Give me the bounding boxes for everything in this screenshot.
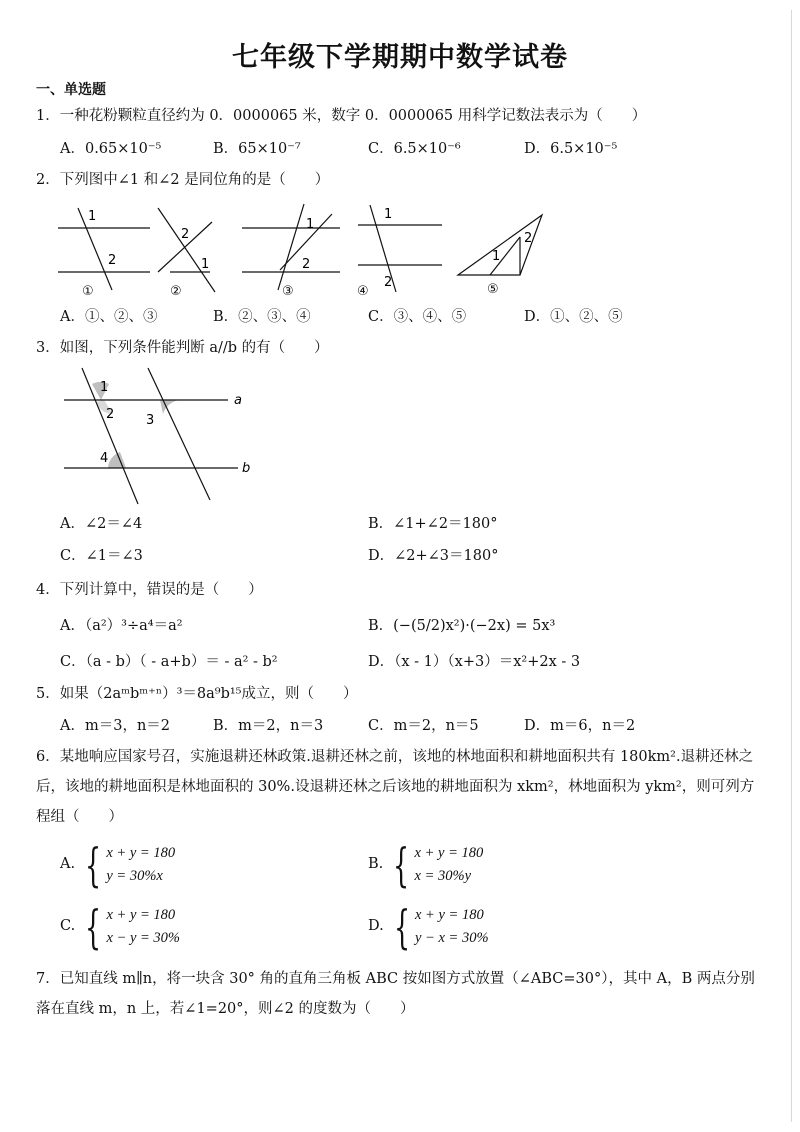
question-6-stem: 6．某地响应国家号召，实施退耕还林政策.退耕还林之前，该地的林地面积和耕地面积共有 180km².退耕还林之后，该地的耕地面积是林地面积的 30%.设退耕还林之后该地的耕地面积为 xkm²，林地面积为 ykm²，则可列方程组（ ）	[36, 749, 755, 825]
q2-angle-2: 2	[181, 227, 190, 242]
q2-angle-1: 1	[201, 257, 210, 272]
brace-icon: {	[393, 900, 410, 954]
q4-option-a: A．（a²）³÷a⁴＝a²	[60, 618, 183, 634]
question-1-stem: 1．一种花粉颗粒直径约为 0．0000065 米，数字 0．0000065 用科学记数法表示为（ ）	[36, 108, 647, 124]
q6-a-eq2: y = 30%x	[106, 868, 163, 884]
q2-figure-label-4: ④	[357, 284, 369, 299]
q2-angle-2: 2	[384, 275, 393, 290]
q2-option-d: D．①、②、⑤	[524, 309, 623, 325]
brace-icon: {	[85, 900, 102, 954]
q5-option-a: A．m＝3，n＝2	[60, 718, 171, 734]
q3-angle-1: 1	[100, 380, 109, 395]
q1-option-d: D．6.5×10⁻⁵	[524, 141, 618, 157]
q2-angle-1: 1	[384, 207, 393, 222]
q2-figure-label-1: ①	[82, 284, 94, 299]
q4-option-c: C．（a - b）（ - a+b）＝ - a² - b²	[60, 654, 278, 670]
q2-figure-label-2: ②	[170, 284, 182, 299]
q6-option-d	[368, 900, 489, 954]
q2-angle-2: 2	[108, 253, 117, 268]
q6-option-c	[60, 900, 180, 954]
page-edge	[791, 10, 792, 1122]
question-7-stem: 7．已知直线 m∥n，将一块含 30° 角的直角三角板 ABC 按如图方式放置（∠ABC=30°），其中 A，B 两点分别落在直线 m，n 上，若∠1=20°，则∠2 的度数为（ ）	[36, 971, 755, 1017]
question-4-stem: 4．下列计算中，错误的是（ ）	[36, 582, 263, 598]
q3-option-b: B．∠1+∠2＝180°	[368, 516, 498, 532]
q3-angle-3: 3	[146, 413, 155, 428]
q3-figure	[56, 362, 266, 510]
q1-option-a: A．0.65×10⁻⁵	[60, 141, 162, 157]
question-3-stem: 3．如图，下列条件能判断 a//b 的有（ ）	[36, 340, 329, 356]
q6-b-eq1: x + y = 180	[414, 845, 484, 861]
q2-figure-label-3: ③	[282, 284, 294, 299]
question-2-stem: 2．下列图中∠1 和∠2 是同位角的是（ ）	[36, 172, 330, 188]
q6-c-eq1: x + y = 180	[106, 907, 176, 923]
q5-option-c: C．m＝2，n＝5	[368, 718, 479, 734]
q5-option-b: B．m＝2，n＝3	[213, 718, 324, 734]
q6-d-eq2: y − x = 30%	[415, 930, 489, 946]
q4-option-d: D．（x - 1）（x+3）＝x²+2x - 3	[368, 654, 581, 670]
q3-option-d: D．∠2+∠3＝180°	[368, 548, 499, 564]
q6-option-a-label: A.	[60, 856, 76, 873]
q3-option-c: C．∠1＝∠3	[60, 548, 143, 564]
q6-d-eq1: x + y = 180	[415, 907, 484, 923]
q1-option-c: C．6.5×10⁻⁶	[368, 141, 461, 157]
q5-option-d: D．m＝6，n＝2	[524, 718, 636, 734]
q2-angle-2: 2	[524, 231, 533, 246]
q6-b-eq2: x = 30%y	[414, 868, 472, 884]
question-5-stem: 5．如果（2aᵐbᵐ⁺ⁿ）³＝8a⁹b¹⁵成立，则（ ）	[36, 686, 358, 702]
q6-a-eq1: x + y = 180	[106, 845, 176, 861]
brace-icon: {	[85, 838, 102, 892]
q2-option-a: A．①、②、③	[60, 309, 158, 325]
q2-angle-2: 2	[302, 257, 311, 272]
q3-option-a: A．∠2＝∠4	[60, 516, 143, 532]
section-heading: 一、单选题	[36, 82, 106, 98]
q2-angle-1: 1	[492, 249, 501, 264]
brace-icon: {	[393, 838, 410, 892]
q4-option-b: B．(−(5/2)x²)·(−2x) = 5x³	[368, 618, 556, 634]
page-title: 七年级下学期期中数学试卷	[232, 42, 568, 73]
q1-option-b: B．65×10⁻⁷	[213, 141, 301, 157]
q6-option-b	[368, 838, 484, 892]
q3-line-a-label: a	[234, 393, 242, 408]
q6-option-c-label: C.	[60, 918, 76, 935]
q2-figure-label-5: ⑤	[487, 282, 499, 297]
q3-line-b-label: b	[242, 461, 251, 476]
q6-c-eq2: x − y = 30%	[106, 930, 180, 946]
q6-option-b-label: B.	[368, 856, 384, 873]
q3-angle-2: 2	[106, 407, 115, 422]
q2-angle-1: 1	[306, 217, 315, 232]
q3-angle-4: 4	[100, 451, 109, 466]
q2-angle-1: 1	[88, 209, 97, 224]
q2-option-b: B．②、③、④	[213, 309, 311, 325]
q6-option-d-label: D.	[368, 918, 384, 935]
q2-figures	[50, 200, 560, 300]
q6-option-a	[60, 838, 176, 892]
q2-option-c: C．③、④、⑤	[368, 309, 467, 325]
